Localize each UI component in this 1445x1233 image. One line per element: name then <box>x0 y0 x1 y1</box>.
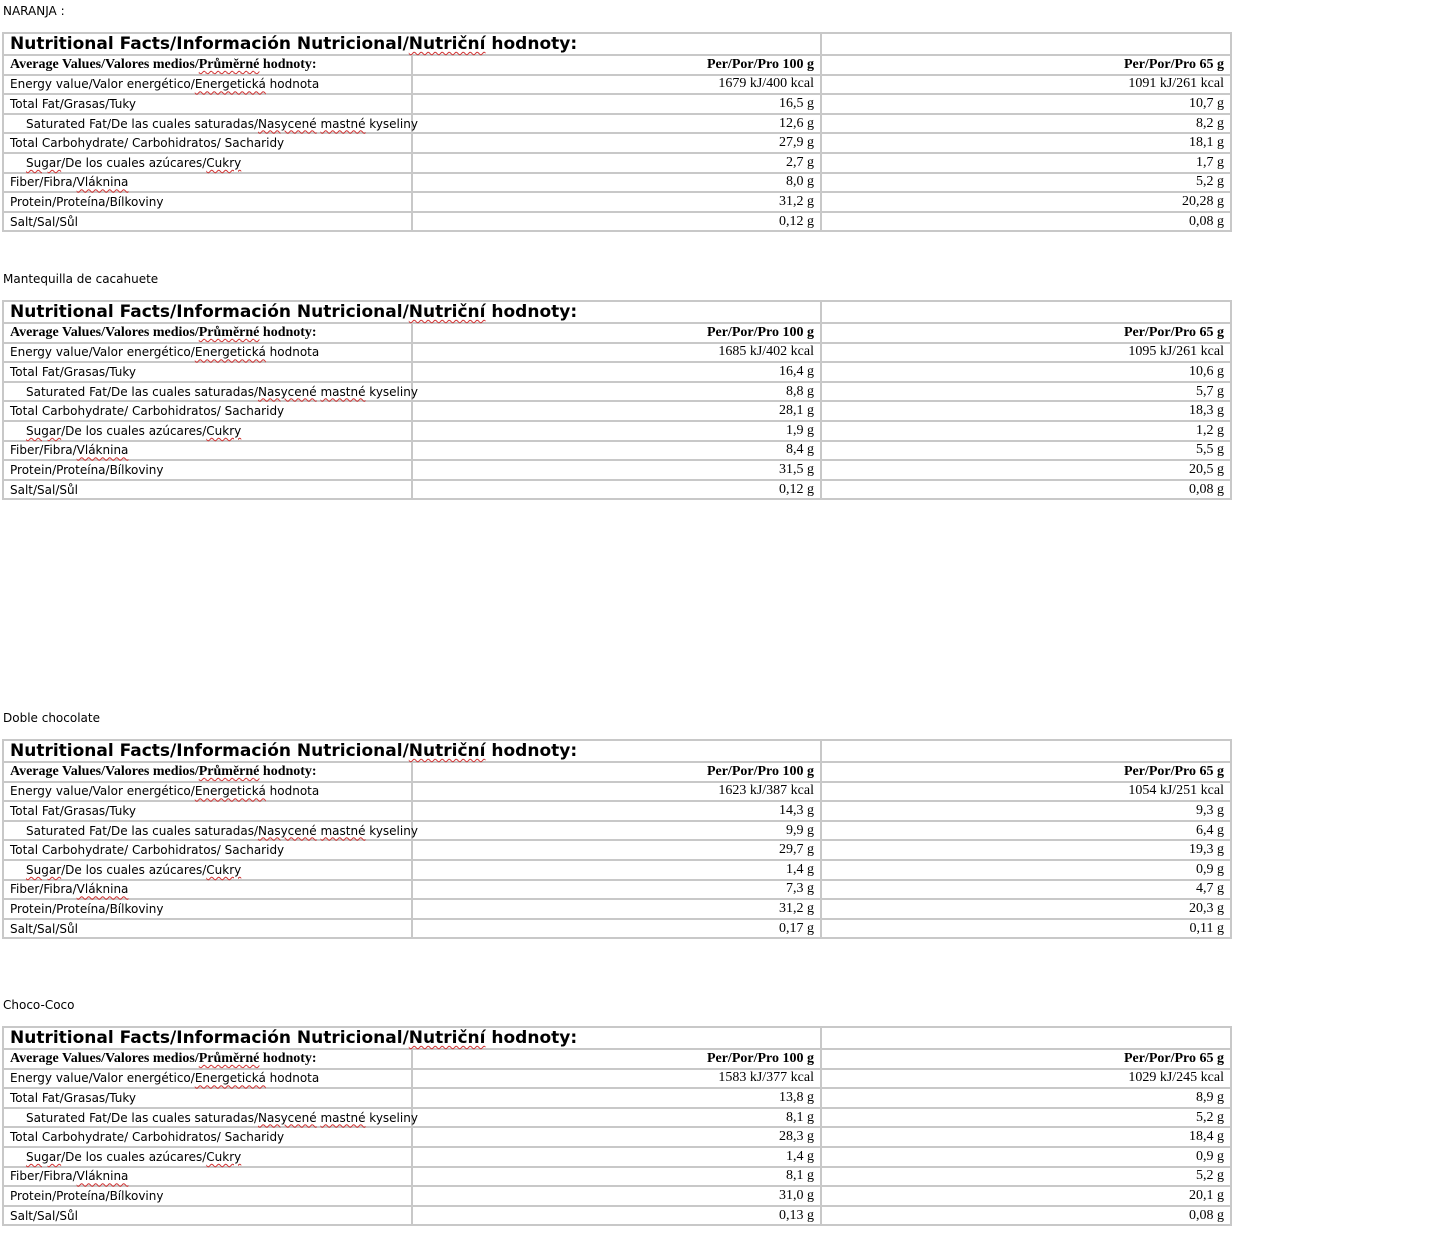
label-protein: Protein/Proteína/Bílkoviny <box>3 899 412 919</box>
label-protein: Protein/Proteína/Bílkoviny <box>3 192 412 212</box>
table-row-fat <box>3 94 1231 114</box>
value-65g: 0,08 g <box>821 212 1231 232</box>
table-row-fat <box>3 362 1231 382</box>
label-salt: Salt/Sal/Sůl <box>3 1206 412 1226</box>
value-100g: 0,13 g <box>412 1206 821 1226</box>
nutrition-table-naranja <box>2 32 1232 232</box>
value-100g: 27,9 g <box>412 133 821 153</box>
value-65g: 1,7 g <box>821 153 1231 173</box>
header-average-values: Average Values/Valores medios/Průměrné hodnoty: <box>3 55 412 75</box>
header-per-100g: Per/Por/Pro 100 g <box>412 55 821 75</box>
table-title: Nutritional Facts/Información Nutricional/Nutriční hodnoty: <box>3 301 821 323</box>
value-65g: 5,7 g <box>821 382 1231 402</box>
value-100g: 1,4 g <box>412 1147 821 1167</box>
table-row-energy <box>3 343 1231 363</box>
header-row <box>3 1049 1231 1069</box>
header-per-100g: Per/Por/Pro 100 g <box>412 762 821 782</box>
table-row-carbohydrate <box>3 840 1231 860</box>
value-100g: 14,3 g <box>412 801 821 821</box>
header-row <box>3 762 1231 782</box>
value-65g: 0,08 g <box>821 1206 1231 1226</box>
value-65g: 0,9 g <box>821 1147 1231 1167</box>
section-title-choco-coco: Choco-Coco <box>3 998 75 1012</box>
value-100g: 1,4 g <box>412 860 821 880</box>
table-row-carbohydrate <box>3 401 1231 421</box>
value-65g: 18,3 g <box>821 401 1231 421</box>
table-title-empty-cell <box>821 33 1231 55</box>
label-salt: Salt/Sal/Sůl <box>3 212 412 232</box>
value-65g: 10,6 g <box>821 362 1231 382</box>
table-row-carbohydrate <box>3 1127 1231 1147</box>
value-65g: 6,4 g <box>821 821 1231 841</box>
label-fiber: Fiber/Fibra/Vláknina <box>3 441 412 461</box>
label-total-fat: Total Fat/Grasas/Tuky <box>3 94 412 114</box>
label-saturated-fat: Saturated Fat/De las cuales saturadas/Nasycené mastné kyseliny <box>3 382 412 402</box>
nutrition-table-doble-chocolate <box>2 739 1232 939</box>
label-total-fat: Total Fat/Grasas/Tuky <box>3 1088 412 1108</box>
table-row-sugar <box>3 1147 1231 1167</box>
section-title-doble-chocolate: Doble chocolate <box>3 711 100 725</box>
label-total-fat: Total Fat/Grasas/Tuky <box>3 801 412 821</box>
value-100g: 13,8 g <box>412 1088 821 1108</box>
table-title-row <box>3 33 1231 55</box>
value-100g: 31,5 g <box>412 460 821 480</box>
value-65g: 1054 kJ/251 kcal <box>821 782 1231 802</box>
table-row-salt <box>3 1206 1231 1226</box>
table-row-salt <box>3 919 1231 939</box>
value-100g: 9,9 g <box>412 821 821 841</box>
label-sugar: Sugar/De los cuales azúcares/Cukry <box>3 860 412 880</box>
value-100g: 8,8 g <box>412 382 821 402</box>
value-65g: 0,11 g <box>821 919 1231 939</box>
value-65g: 10,7 g <box>821 94 1231 114</box>
label-sugar: Sugar/De los cuales azúcares/Cukry <box>3 421 412 441</box>
table-row-salt <box>3 480 1231 500</box>
value-100g: 7,3 g <box>412 880 821 900</box>
value-65g: 19,3 g <box>821 840 1231 860</box>
label-protein: Protein/Proteína/Bílkoviny <box>3 1186 412 1206</box>
table-row-saturated-fat <box>3 1108 1231 1128</box>
table-row-saturated-fat <box>3 382 1231 402</box>
value-100g: 1623 kJ/387 kcal <box>412 782 821 802</box>
value-65g: 20,1 g <box>821 1186 1231 1206</box>
label-sugar: Sugar/De los cuales azúcares/Cukry <box>3 1147 412 1167</box>
value-65g: 0,9 g <box>821 860 1231 880</box>
value-65g: 4,7 g <box>821 880 1231 900</box>
value-65g: 0,08 g <box>821 480 1231 500</box>
value-100g: 16,4 g <box>412 362 821 382</box>
label-carbohydrate: Total Carbohydrate/ Carbohidratos/ Sacharidy <box>3 401 412 421</box>
label-salt: Salt/Sal/Sůl <box>3 480 412 500</box>
nutrition-table-mantequilla-de-cacahuete <box>2 300 1232 500</box>
table-row-fiber <box>3 173 1231 193</box>
value-100g: 31,2 g <box>412 192 821 212</box>
value-65g: 20,5 g <box>821 460 1231 480</box>
value-100g: 8,1 g <box>412 1167 821 1187</box>
value-65g: 18,4 g <box>821 1127 1231 1147</box>
label-fiber: Fiber/Fibra/Vláknina <box>3 880 412 900</box>
header-average-values: Average Values/Valores medios/Průměrné hodnoty: <box>3 323 412 343</box>
value-100g: 0,17 g <box>412 919 821 939</box>
table-title-row <box>3 1027 1231 1049</box>
label-fiber: Fiber/Fibra/Vláknina <box>3 173 412 193</box>
label-carbohydrate: Total Carbohydrate/ Carbohidratos/ Sacharidy <box>3 133 412 153</box>
header-per-100g: Per/Por/Pro 100 g <box>412 323 821 343</box>
label-protein: Protein/Proteína/Bílkoviny <box>3 460 412 480</box>
header-average-values: Average Values/Valores medios/Průměrné hodnoty: <box>3 1049 412 1069</box>
table-row-fat <box>3 1088 1231 1108</box>
value-100g: 8,0 g <box>412 173 821 193</box>
value-100g: 8,4 g <box>412 441 821 461</box>
value-100g: 1,9 g <box>412 421 821 441</box>
table-title-empty-cell <box>821 301 1231 323</box>
value-65g: 5,2 g <box>821 1108 1231 1128</box>
value-100g: 12,6 g <box>412 114 821 134</box>
value-100g: 0,12 g <box>412 212 821 232</box>
value-65g: 18,1 g <box>821 133 1231 153</box>
value-100g: 29,7 g <box>412 840 821 860</box>
table-row-fat <box>3 801 1231 821</box>
label-energy: Energy value/Valor energético/Energetická hodnota <box>3 1069 412 1089</box>
table-row-fiber <box>3 441 1231 461</box>
value-65g: 1029 kJ/245 kcal <box>821 1069 1231 1089</box>
table-row-saturated-fat <box>3 114 1231 134</box>
table-row-protein <box>3 1186 1231 1206</box>
value-100g: 8,1 g <box>412 1108 821 1128</box>
label-saturated-fat: Saturated Fat/De las cuales saturadas/Nasycené mastné kyseliny <box>3 114 412 134</box>
value-100g: 2,7 g <box>412 153 821 173</box>
value-65g: 8,9 g <box>821 1088 1231 1108</box>
table-title: Nutritional Facts/Información Nutricional/Nutriční hodnoty: <box>3 33 821 55</box>
section-title-mantequilla-de-cacahuete: Mantequilla de cacahuete <box>3 272 159 286</box>
value-65g: 5,2 g <box>821 173 1231 193</box>
value-100g: 28,3 g <box>412 1127 821 1147</box>
label-salt: Salt/Sal/Sůl <box>3 919 412 939</box>
table-row-protein <box>3 899 1231 919</box>
value-100g: 31,2 g <box>412 899 821 919</box>
table-row-sugar <box>3 153 1231 173</box>
label-total-fat: Total Fat/Grasas/Tuky <box>3 362 412 382</box>
header-per-65g: Per/Por/Pro 65 g <box>821 1049 1231 1069</box>
header-row <box>3 323 1231 343</box>
value-65g: 1,2 g <box>821 421 1231 441</box>
header-per-65g: Per/Por/Pro 65 g <box>821 323 1231 343</box>
table-row-fiber <box>3 1167 1231 1187</box>
value-65g: 20,28 g <box>821 192 1231 212</box>
value-100g: 1679 kJ/400 kcal <box>412 75 821 95</box>
label-saturated-fat: Saturated Fat/De las cuales saturadas/Nasycené mastné kyseliny <box>3 821 412 841</box>
value-100g: 1685 kJ/402 kcal <box>412 343 821 363</box>
table-row-carbohydrate <box>3 133 1231 153</box>
value-100g: 31,0 g <box>412 1186 821 1206</box>
table-title-row <box>3 301 1231 323</box>
label-sugar: Sugar/De los cuales azúcares/Cukry <box>3 153 412 173</box>
table-row-sugar <box>3 421 1231 441</box>
table-row-protein <box>3 192 1231 212</box>
value-65g: 5,5 g <box>821 441 1231 461</box>
header-average-values: Average Values/Valores medios/Průměrné hodnoty: <box>3 762 412 782</box>
table-row-sugar <box>3 860 1231 880</box>
table-row-energy <box>3 782 1231 802</box>
header-per-100g: Per/Por/Pro 100 g <box>412 1049 821 1069</box>
value-65g: 20,3 g <box>821 899 1231 919</box>
table-row-fiber <box>3 880 1231 900</box>
table-title: Nutritional Facts/Información Nutricional/Nutriční hodnoty: <box>3 740 821 762</box>
value-65g: 1095 kJ/261 kcal <box>821 343 1231 363</box>
table-row-salt <box>3 212 1231 232</box>
value-65g: 1091 kJ/261 kcal <box>821 75 1231 95</box>
header-per-65g: Per/Por/Pro 65 g <box>821 762 1231 782</box>
table-row-energy <box>3 75 1231 95</box>
table-row-protein <box>3 460 1231 480</box>
label-energy: Energy value/Valor energético/Energetická hodnota <box>3 343 412 363</box>
value-65g: 8,2 g <box>821 114 1231 134</box>
section-title-naranja: NARANJA : <box>3 4 65 18</box>
value-100g: 0,12 g <box>412 480 821 500</box>
header-per-65g: Per/Por/Pro 65 g <box>821 55 1231 75</box>
value-100g: 1583 kJ/377 kcal <box>412 1069 821 1089</box>
label-carbohydrate: Total Carbohydrate/ Carbohidratos/ Sacharidy <box>3 1127 412 1147</box>
table-row-saturated-fat <box>3 821 1231 841</box>
nutrition-table-choco-coco <box>2 1026 1232 1226</box>
value-65g: 9,3 g <box>821 801 1231 821</box>
label-carbohydrate: Total Carbohydrate/ Carbohidratos/ Sacharidy <box>3 840 412 860</box>
table-row-energy <box>3 1069 1231 1089</box>
table-title-empty-cell <box>821 1027 1231 1049</box>
table-title: Nutritional Facts/Información Nutricional/Nutriční hodnoty: <box>3 1027 821 1049</box>
label-fiber: Fiber/Fibra/Vláknina <box>3 1167 412 1187</box>
value-100g: 16,5 g <box>412 94 821 114</box>
label-saturated-fat: Saturated Fat/De las cuales saturadas/Nasycené mastné kyseliny <box>3 1108 412 1128</box>
label-energy: Energy value/Valor energético/Energetická hodnota <box>3 782 412 802</box>
header-row <box>3 55 1231 75</box>
value-100g: 28,1 g <box>412 401 821 421</box>
table-title-row <box>3 740 1231 762</box>
value-65g: 5,2 g <box>821 1167 1231 1187</box>
table-title-empty-cell <box>821 740 1231 762</box>
label-energy: Energy value/Valor energético/Energetická hodnota <box>3 75 412 95</box>
